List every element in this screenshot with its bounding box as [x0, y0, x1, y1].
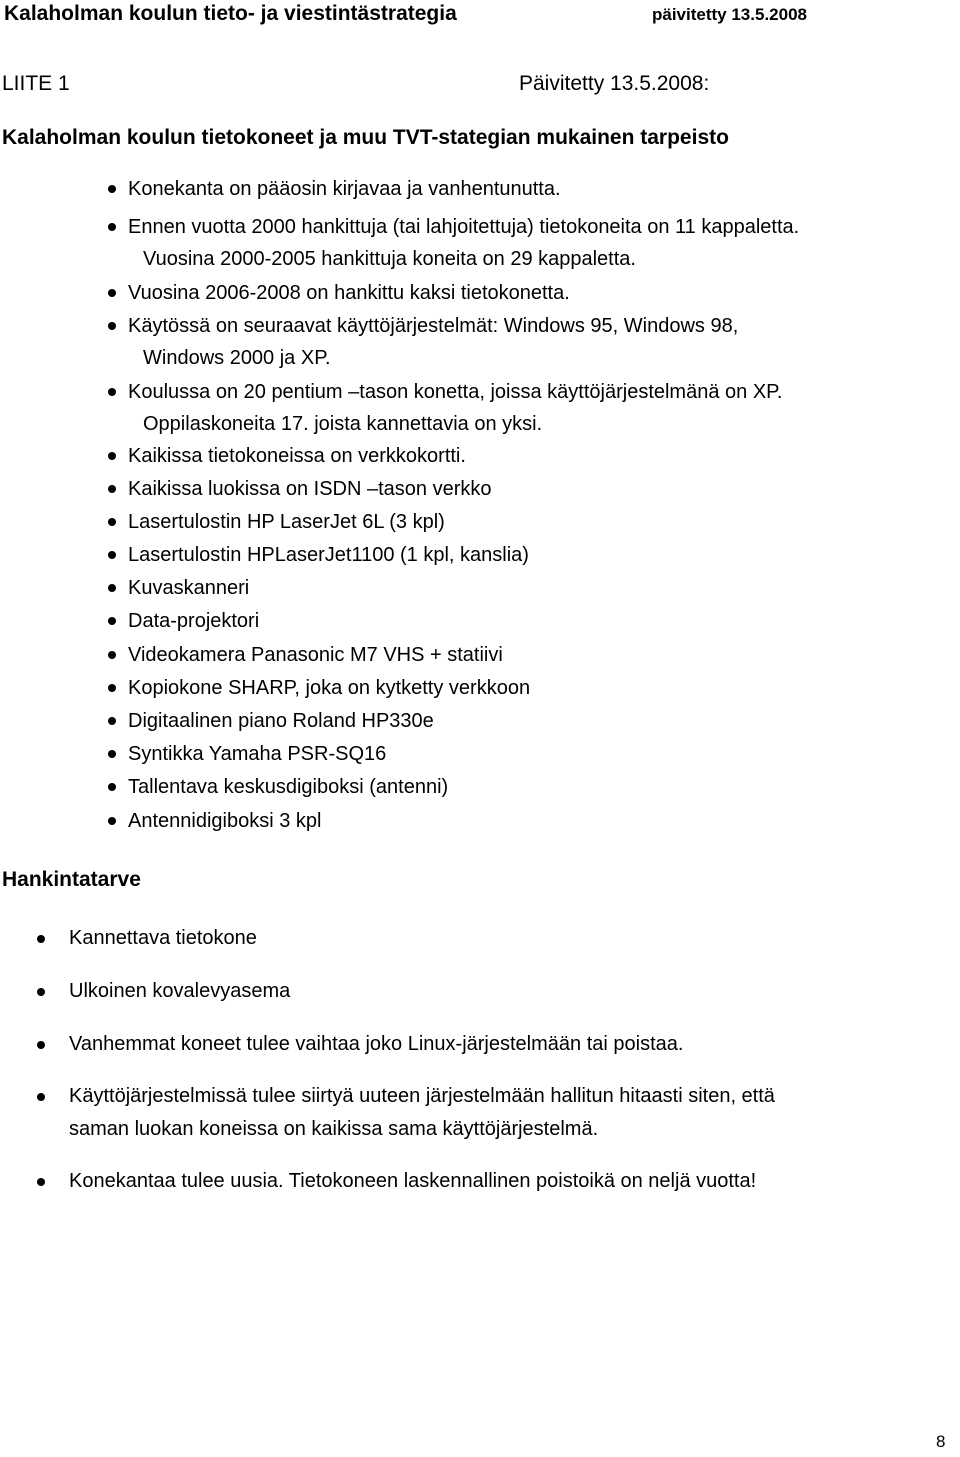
- list-item-text: Käytössä on seuraavat käyttöjärjestelmät: Windows 95, Windows 98,: [128, 315, 739, 337]
- list-item-text-continued: Windows 2000 ja XP.: [143, 347, 331, 369]
- list-item-text-continued: Vuosina 2000-2005 hankittuja koneita on 29 kappaletta.: [143, 248, 636, 270]
- bullet-icon: [108, 185, 116, 193]
- list-item-text: Videokamera Panasonic M7 VHS + statiivi: [128, 644, 503, 666]
- page-title: Kalaholman koulun tietokoneet ja muu TVT-stategian mukainen tarpeisto: [2, 126, 729, 149]
- list-item-text: Konekanta on pääosin kirjavaa ja vanhentunutta.: [128, 178, 561, 200]
- bullet-icon: [108, 322, 116, 330]
- list-item-text: Lasertulostin HP LaserJet 6L (3 kpl): [128, 511, 445, 533]
- list-item-text: Käyttöjärjestelmissä tulee siirtyä uuteen järjestelmään hallitun hitaasti siten, että: [69, 1085, 775, 1107]
- bullet-icon: [37, 988, 45, 996]
- bullet-icon: [108, 684, 116, 692]
- section-heading: Hankintatarve: [2, 868, 141, 891]
- bullet-icon: [108, 289, 116, 297]
- list-item-text: Syntikka Yamaha PSR-SQ16: [128, 743, 387, 765]
- bullet-icon: [108, 551, 116, 559]
- list-item-text: Ennen vuotta 2000 hankittuja (tai lahjoitettuja) tietokoneita on 11 kappaletta.: [128, 216, 800, 238]
- list-item-text: Vuosina 2006-2008 on hankittu kaksi tietokonetta.: [128, 282, 570, 304]
- bullet-icon: [108, 750, 116, 758]
- document-header-date: päivitetty 13.5.2008: [652, 5, 807, 24]
- bullet-icon: [108, 518, 116, 526]
- bullet-icon: [108, 617, 116, 625]
- list-item-text: Kopiokone SHARP, joka on kytketty verkkoon: [128, 677, 531, 699]
- list-item-text: Digitaalinen piano Roland HP330e: [128, 710, 434, 732]
- bullet-icon: [108, 452, 116, 460]
- list-item-text: Kannettava tietokone: [69, 927, 257, 949]
- list-item-text: Kuvaskanneri: [128, 577, 250, 599]
- bullet-icon: [108, 223, 116, 231]
- list-item-text: Data-projektori: [128, 610, 260, 632]
- bullet-icon: [108, 485, 116, 493]
- bullet-icon: [37, 1093, 45, 1101]
- bullet-icon: [108, 783, 116, 791]
- bullet-icon: [108, 717, 116, 725]
- list-item-text: Kaikissa luokissa on ISDN –tason verkko: [128, 478, 492, 500]
- bullet-icon: [37, 1041, 45, 1049]
- list-item-text: Konekantaa tulee uusia. Tietokoneen laskennallinen poistoikä on neljä vuotta!: [69, 1170, 757, 1192]
- list-item-text: Koulussa on 20 pentium –tason konetta, joissa käyttöjärjestelmänä on XP.: [128, 381, 783, 403]
- list-item-text: Lasertulostin HPLaserJet1100 (1 kpl, kanslia): [128, 544, 529, 566]
- list-item-text: Vanhemmat koneet tulee vaihtaa joko Linux-järjestelmään tai poistaa.: [69, 1033, 684, 1055]
- bullet-icon: [37, 935, 45, 943]
- appendix-label: LIITE 1: [2, 72, 70, 95]
- list-item-text: Kaikissa tietokoneissa on verkkokortti.: [128, 445, 466, 467]
- list-item-text: Ulkoinen kovalevyasema: [69, 980, 291, 1002]
- document-header-title: Kalaholman koulun tieto- ja viestintästrategia: [4, 2, 457, 25]
- bullet-icon: [37, 1178, 45, 1186]
- list-item-text-continued: saman luokan koneissa on kaikissa sama käyttöjärjestelmä.: [69, 1118, 599, 1140]
- list-item-text-continued: Oppilaskoneita 17. joista kannettavia on yksi.: [143, 413, 543, 435]
- list-item-text: Antennidigiboksi 3 kpl: [128, 810, 322, 832]
- list-item-text: Tallentava keskusdigiboksi (antenni): [128, 776, 449, 798]
- bullet-icon: [108, 651, 116, 659]
- bullet-icon: [108, 388, 116, 396]
- bullet-icon: [108, 584, 116, 592]
- bullet-icon: [108, 817, 116, 825]
- appendix-date: Päivitetty 13.5.2008:: [519, 72, 710, 95]
- page-number: 8: [936, 1432, 946, 1451]
